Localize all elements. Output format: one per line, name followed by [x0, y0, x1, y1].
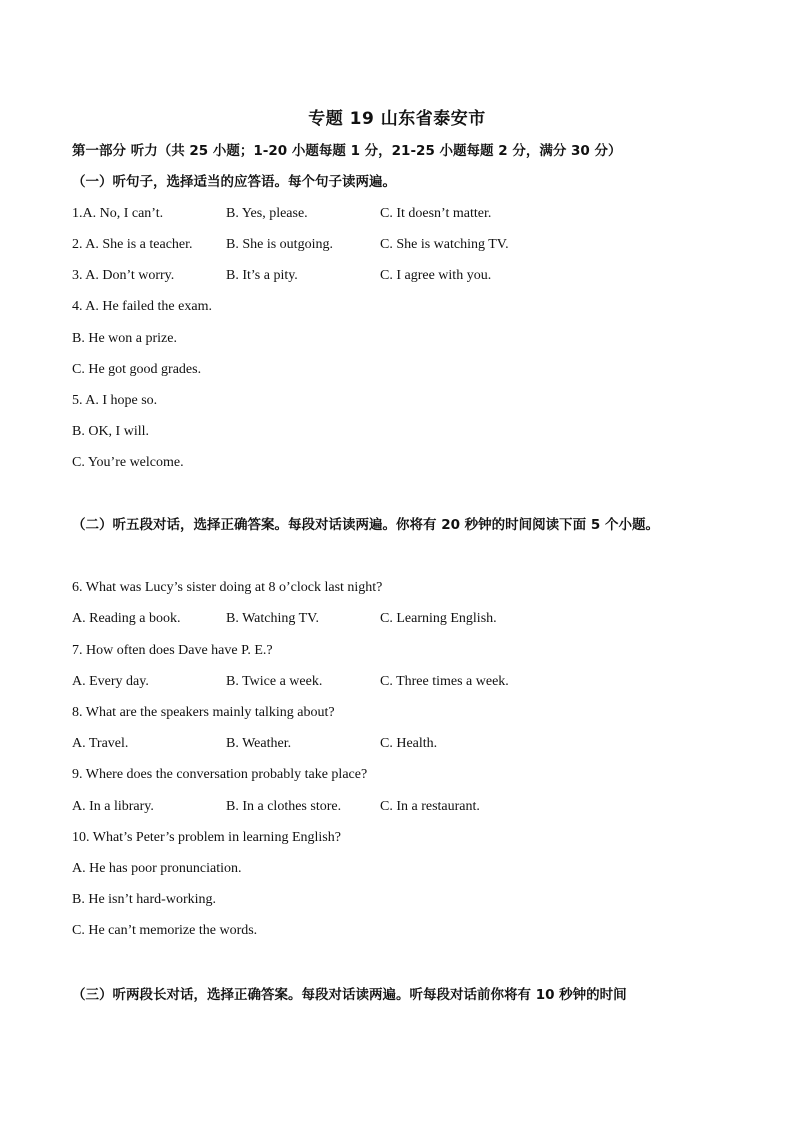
q9-option-b: B. In a clothes store.: [226, 799, 342, 814]
q7-option-a: A. Every day.: [72, 674, 149, 689]
q5-option-c: C. You’re welcome.: [72, 455, 184, 470]
q5-option-b: B. OK, I will.: [72, 424, 149, 439]
part1-heading: 第一部分 听力（共 25 小题；1-20 小题每题 1 分，21-25 小题每题 2 分，满分 30 分）: [72, 143, 622, 159]
q1-option-a: 1.A. No, I can’t.: [72, 206, 164, 221]
q2-option-c: C. She is watching TV.: [380, 237, 509, 252]
q8-stem: 8. What are the speakers mainly talking about?: [72, 705, 335, 720]
section1-heading: （一）听句子，选择适当的应答语。每个句子读两遍。: [72, 174, 396, 190]
q10-option-a: A. He has poor pronunciation.: [72, 861, 242, 876]
q4-option-a: 4. A. He failed the exam.: [72, 299, 212, 314]
q2-option-b: B. She is outgoing.: [226, 237, 333, 252]
q5-option-a: 5. A. I hope so.: [72, 393, 158, 408]
q4-option-b: B. He won a prize.: [72, 331, 177, 346]
q3-option-a: 3. A. Don’t worry.: [72, 268, 175, 283]
q3-option-b: B. It’s a pity.: [226, 268, 298, 283]
q7-stem: 7. How often does Dave have P. E.?: [72, 643, 273, 658]
q10-option-c: C. He can’t memorize the words.: [72, 923, 258, 938]
q1-option-b: B. Yes, please.: [226, 206, 308, 221]
q8-option-a: A. Travel.: [72, 736, 129, 751]
q6-stem: 6. What was Lucy’s sister doing at 8 o’clock last night?: [72, 580, 383, 595]
q6-option-b: B. Watching TV.: [226, 611, 319, 626]
q4-option-c: C. He got good grades.: [72, 362, 202, 377]
q8-option-c: C. Health.: [380, 736, 438, 751]
document-title: 专题 19 山东省泰安市: [308, 109, 486, 129]
q6-option-a: A. Reading a book.: [72, 611, 181, 626]
q7-option-b: B. Twice a week.: [226, 674, 323, 689]
q10-option-b: B. He isn’t hard-working.: [72, 892, 216, 907]
q10-stem: 10. What’s Peter’s problem in learning English?: [72, 830, 341, 845]
q9-option-a: A. In a library.: [72, 799, 154, 814]
q6-option-c: C. Learning English.: [380, 611, 497, 626]
section3-heading: （三）听两段长对话，选择正确答案。每段对话读两遍。听每段对话前你将有 10 秒钟的时间: [72, 987, 627, 1003]
q7-option-c: C. Three times a week.: [380, 674, 509, 689]
q8-option-b: B. Weather.: [226, 736, 292, 751]
q3-option-c: C. I agree with you.: [380, 268, 492, 283]
section2-heading: （二）听五段对话，选择正确答案。每段对话读两遍。你将有 20 秒钟的时间阅读下面 5 个小题。: [72, 517, 659, 533]
q2-option-a: 2. A. She is a teacher.: [72, 237, 193, 252]
q9-option-c: C. In a restaurant.: [380, 799, 480, 814]
q9-stem: 9. Where does the conversation probably take place?: [72, 767, 368, 782]
q1-option-c: C. It doesn’t matter.: [380, 206, 492, 221]
